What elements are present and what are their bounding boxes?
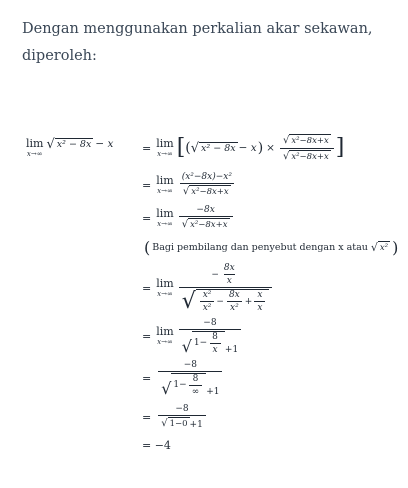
intro-text — [22, 16, 392, 70]
fraction: − $\frac{8x}{x}$ √ $\frac{\text{x²}}{\text{x²}}$ − $\frac{8x}{\text{x²}}$ + $\frac{x}{x}$ — [179, 263, 273, 313]
intro-line-2: diperoleh: — [22, 48, 97, 64]
math-row-3: = lim x→∞ −8x √ x²−8x+x — [26, 202, 401, 234]
fraction: (x²−8x)−x² √ x²−8x+x — [181, 172, 232, 197]
math-row-2: = lim x→∞ (x²−8x)−x² √ x²−8x+x — [26, 168, 401, 202]
limit-operator: lim x→∞ — [156, 277, 174, 298]
math-result — [26, 434, 401, 456]
limit-operator: lim x→∞ — [26, 137, 44, 158]
left-bracket: [ — [176, 135, 186, 160]
math-row-6: = −8 √ 1− $\frac{8}{\infty}$ +1 — [26, 356, 401, 400]
limit-operator: lim x→∞ — [156, 174, 174, 195]
right-paren: ) — [257, 140, 264, 156]
lhs-limit — [26, 138, 142, 158]
fraction: −8 √ 1− $\frac{8}{\infty}$ +1 — [158, 360, 222, 397]
math-derivation — [26, 128, 401, 456]
right-bracket: ] — [335, 135, 345, 160]
sqrt-expr: √ x² − 8x — [190, 140, 236, 156]
minus-x: − x — [95, 138, 114, 150]
fraction: −8 √ 1− $\frac{8}{x}$ +1 — [179, 318, 242, 355]
conjugate-fraction: √ x²−8x+x √ x²−8x+x — [280, 134, 334, 163]
limit-operator: lim x→∞ — [156, 207, 174, 228]
math-row-4: = lim x→∞ − $\frac{8x}{x}$ √ $\frac{\text{x²}}{\text{x²}}$ − $\frac{8x}{\text{x²}}$ + $\frac{x}{x}$ — [26, 260, 401, 316]
equals-sign: = — [142, 141, 152, 155]
limit-operator: lim x→∞ — [156, 137, 174, 158]
fraction: −8x √ x²−8x+x — [179, 205, 233, 231]
fraction: −8 √ 1−0 +1 — [158, 404, 206, 430]
times-sign: × — [266, 142, 275, 154]
sqrt-expr: √ x² − 8x — [46, 137, 92, 152]
limit-operator: lim x→∞ — [156, 325, 174, 346]
left-paren: ( — [185, 140, 191, 156]
math-row-7: = −8 √ 1−0 +1 — [26, 400, 401, 434]
math-row-1: lim x→∞ √ x² − 8x − x = lim x→∞ [ ( √ x² − 8x − x ) × √ x²−8x+x √ x²−8x+x ] — [26, 134, 345, 162]
intro-line-1: Dengan menggunakan perkalian akar sekawan, — [22, 21, 373, 37]
math-row-5: = lim x→∞ −8 √ 1− $\frac{8}{x}$ +1 — [26, 316, 401, 356]
math-note: ( Bagi pembilang dan penyebut dengan x atau √ x² ) — [144, 237, 399, 257]
result-value: = −4 — [142, 438, 171, 452]
